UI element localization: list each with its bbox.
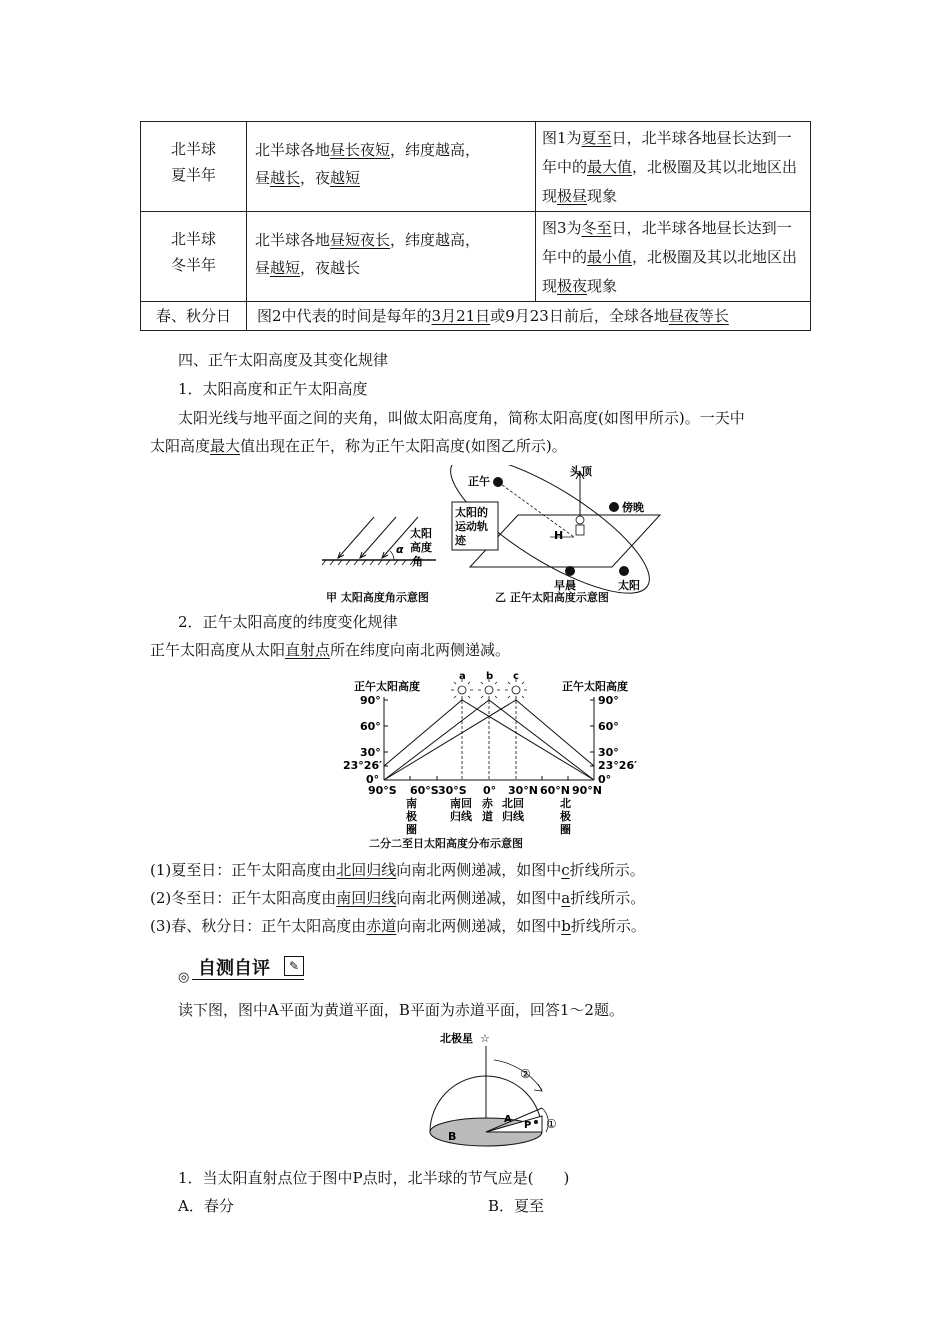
noon-altitude-chart <box>340 670 650 850</box>
morning-label: 早晨 <box>554 579 576 592</box>
daylength-table <box>140 121 811 331</box>
sun-altitude-figure <box>318 465 668 605</box>
circle-label: 极 <box>406 810 417 823</box>
row-label: 北半球 <box>170 140 216 158</box>
sun-b-icon <box>485 686 493 694</box>
table-cell: 北半球各地昼长夜短，纬度越高， 昼越长，夜越短 <box>247 122 536 212</box>
label-2: ② <box>520 1067 531 1081</box>
label-b: B <box>448 1130 457 1143</box>
table-cell <box>141 212 247 302</box>
table-cell <box>141 302 247 331</box>
bullet-icon: ◎ <box>178 970 190 985</box>
x-tick-label: 30°N <box>508 784 539 797</box>
y-axis-label-right: 正午太阳高度 <box>562 680 628 693</box>
dusk-label: 傍晚 <box>622 501 644 514</box>
subheading: 1．太阳高度和正午太阳高度 <box>178 380 368 398</box>
circle-label: 道 <box>482 810 493 823</box>
list-item: (1)夏至日：正午太阳高度由北回归线向南北两侧递减，如图中c折线所示。 <box>150 861 645 879</box>
figure-caption: 乙 正午太阳高度示意图 <box>495 591 609 604</box>
figure-caption: 甲 太阳高度角示意图 <box>326 591 429 604</box>
angle-label: 角 <box>412 555 423 568</box>
x-tick-label: 60°N <box>540 784 571 797</box>
y-tick-label: 60° <box>598 720 619 733</box>
sun-label: 太阳 <box>618 579 640 592</box>
option-b: B．夏至 <box>488 1197 545 1215</box>
zenith-label: 头顶 <box>570 465 592 478</box>
table-cell: 北半球各地昼短夜长，纬度越高， 昼越短，夜越长 <box>247 212 536 302</box>
circle-label: 赤 <box>482 797 493 810</box>
track-label: 运动轨 <box>455 520 488 533</box>
sun-label: b <box>486 671 494 682</box>
row-label: 冬半年 <box>170 256 216 274</box>
polaris-label: 北极星 <box>440 1032 473 1045</box>
alpha-label: α <box>396 543 404 556</box>
subheading: 2．正午太阳高度的纬度变化规律 <box>178 613 398 631</box>
person-icon <box>576 516 584 524</box>
y-axis-label-left: 正午太阳高度 <box>354 680 420 693</box>
circle-label: 圈 <box>406 823 417 836</box>
circle-label: 圈 <box>560 823 571 836</box>
y-tick-label: 30° <box>360 746 381 759</box>
track-label: 迹 <box>455 534 466 547</box>
track-label: 太阳的 <box>455 506 488 519</box>
p-point <box>534 1120 538 1124</box>
angle-label: 高度 <box>410 541 432 554</box>
sun-morning-icon <box>565 566 575 576</box>
x-tick-label: 30°S <box>438 784 467 797</box>
y-tick-label: 60° <box>360 720 381 733</box>
y-tick-label: 0° <box>598 773 612 786</box>
circle-label: 北 <box>560 797 571 810</box>
angle-label: 太阳 <box>410 527 432 540</box>
row-label: 春、秋分日 <box>155 307 231 325</box>
selftest-title: 自测自评 <box>198 958 270 979</box>
figure-caption: 二分二至日太阳高度分布示意图 <box>369 837 523 850</box>
table-row <box>141 302 811 331</box>
y-tick-label: 30° <box>598 746 619 759</box>
circle-label: 南回 <box>450 797 472 810</box>
table-cell: 图1为夏至日，北半球各地昼长达到一 年中的最大值，北极圈及其以北地区出 现极昼现象 <box>536 122 811 212</box>
row-label: 夏半年 <box>170 166 216 184</box>
circle-label: 归线 <box>502 810 524 823</box>
label-1: ① <box>546 1117 557 1131</box>
circle-label: 归线 <box>450 810 472 823</box>
angle-arc <box>390 551 394 560</box>
sun-c-icon <box>512 686 520 694</box>
circle-label: 极 <box>560 810 571 823</box>
noon-label: 正午 <box>468 475 490 488</box>
header-underline <box>192 979 304 980</box>
label-p: P <box>524 1120 532 1131</box>
x-tick-label: 0° <box>483 784 497 797</box>
circle-label: 北回 <box>502 797 524 810</box>
row-label: 北半球 <box>170 230 216 248</box>
option-a: A．春分 <box>178 1197 234 1215</box>
sun-dusk-icon <box>609 502 619 512</box>
x-tick-label: 90°S <box>368 784 397 797</box>
section-heading: 四、正午太阳高度及其变化规律 <box>178 351 389 369</box>
y-tick-label: 23°26′ <box>343 759 383 772</box>
paragraph: 正午太阳高度从太阳直射点所在纬度向南北两侧递减。 <box>150 641 511 659</box>
person-icon <box>576 525 584 535</box>
x-tick-label: 90°N <box>572 784 603 797</box>
paragraph: 读下图，图中A平面为黄道平面，B平面为赤道平面，回答1～2题。 <box>178 1001 624 1019</box>
sun-a-icon <box>458 686 466 694</box>
ground-hatch <box>322 560 414 565</box>
ecliptic-figure <box>424 1030 574 1160</box>
sun-label: a <box>459 671 466 682</box>
h-label: H <box>554 529 564 542</box>
circle-label: 南 <box>406 797 417 810</box>
table-row <box>141 212 811 302</box>
y-tick-label: 90° <box>360 694 381 707</box>
y-tick-label: 90° <box>598 694 619 707</box>
sunray-lines <box>338 517 418 558</box>
table-row <box>141 122 811 212</box>
list-item: (3)春、秋分日：正午太阳高度由赤道向南北两侧递减，如图中b折线所示。 <box>150 917 646 935</box>
question: 1．当太阳直射点位于图中P点时，北半球的节气应是( ) <box>178 1169 570 1187</box>
selftest-header <box>176 952 316 986</box>
table-cell: 图2中代表的时间是每年的3月21日或9月23日前后，全球各地昼夜等长 <box>247 302 811 331</box>
y-tick-label: 0° <box>366 773 380 786</box>
sun-icon <box>619 566 629 576</box>
sun-label: c <box>513 671 519 682</box>
table-cell <box>141 122 247 212</box>
pencil-icon: ✎ <box>284 956 304 976</box>
list-item: (2)冬至日：正午太阳高度由南回归线向南北两侧递减，如图中a折线所示。 <box>150 889 646 907</box>
star-icon: ☆ <box>480 1032 490 1045</box>
y-tick-label: 23°26′ <box>598 759 638 772</box>
label-a: A <box>504 1114 512 1125</box>
paragraph: 太阳光线与地平面之间的夹角，叫做太阳高度角，简称太阳高度(如图甲所示)。一天中 <box>178 409 745 427</box>
paragraph: 太阳高度最大值出现在正午，称为正午太阳高度(如图乙所示)。 <box>150 437 567 455</box>
table-cell: 图3为冬至日，北半球各地昼长达到一 年中的最小值，北极圈及其以北地区出 现极夜现象 <box>536 212 811 302</box>
x-tick-label: 60°S <box>410 784 439 797</box>
